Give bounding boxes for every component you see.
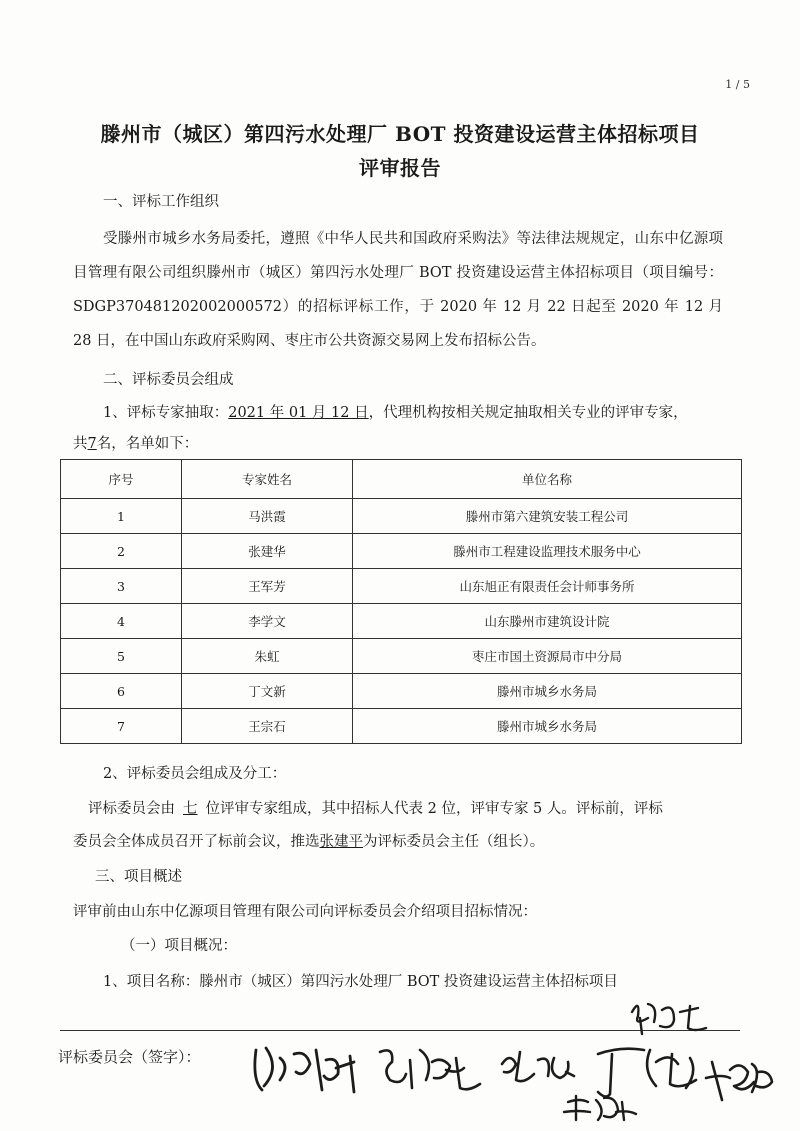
header-index: 序号	[61, 460, 182, 499]
signature-1	[255, 1048, 354, 1092]
row-organization: 滕州市城乡水务局	[353, 709, 742, 744]
expert-selection-date: 2021 年 01 月 12 日	[228, 405, 369, 421]
row-expert-name: 王宗石	[182, 709, 353, 744]
committee-heading: 2、评标委员会组成及分工：	[103, 766, 287, 782]
section-1-heading: 一、评标工作组织	[103, 194, 219, 210]
row-index: 6	[61, 674, 182, 709]
expert-count: 7	[87, 436, 97, 452]
committee-text-c: 委员会全体成员召开了标前会议，推选	[73, 834, 320, 850]
section-3-heading: 三、项目概述	[95, 869, 182, 885]
expert-count-prefix: 共	[73, 436, 88, 452]
row-organization: 滕州市城乡水务局	[353, 674, 742, 709]
signature-3	[502, 1052, 574, 1081]
expert-selection-prefix: 1、评标专家抽取：	[103, 405, 229, 421]
row-organization: 山东旭正有限责任会计师事务所	[353, 569, 742, 604]
row-index: 7	[61, 709, 182, 744]
row-organization: 山东滕州市建筑设计院	[353, 604, 742, 639]
section-2-heading: 二、评标委员会组成	[103, 372, 234, 388]
signature-zhu-hong	[632, 1004, 706, 1034]
document-title: 滕州市（城区）第四污水处理厂 BOT 投资建设运营主体招标项目	[100, 122, 700, 146]
signature-5	[706, 1062, 772, 1100]
row-expert-name: 丁文新	[182, 674, 353, 709]
document-subtitle: 评审报告	[359, 156, 441, 180]
section-3-intro: 评审前由山东中亿源项目管理有限公司向评标委员会介绍项目招标情况：	[73, 904, 537, 920]
row-expert-name: 马洪霞	[182, 499, 353, 534]
row-index: 5	[61, 639, 182, 674]
committee-text-a: 评标委员会由	[88, 801, 175, 817]
row-organization: 滕州市第六建筑安装工程公司	[353, 499, 742, 534]
signature-2	[380, 1050, 480, 1089]
signature-4	[598, 1049, 696, 1097]
page-number: 1 / 5	[725, 78, 750, 91]
row-expert-name: 王军芳	[182, 569, 353, 604]
committee-text-b: 位评审专家组成，其中招标人代表 2 位，评审专家 5 人。评标前，评标	[205, 801, 663, 817]
project-overview-heading: （一）项目概况：	[121, 938, 237, 954]
committee-member-count: 七	[183, 801, 198, 817]
header-name: 专家姓名	[182, 460, 353, 499]
expert-count-suffix: 名，名单如下：	[96, 436, 199, 452]
row-index: 1	[61, 499, 182, 534]
project-name-line: 1、项目名称：滕州市（城区）第四污水处理厂 BOT 投资建设运营主体招标项目	[103, 974, 618, 990]
committee-leader: 张建平	[319, 834, 363, 850]
row-expert-name: 朱虹	[182, 639, 353, 674]
section-1-paragraph: 受滕州市城乡水务局委托，遵照《中华人民共和国政府采购法》等法律法规规定，山东中亿源项目管理有限公司组织滕州市（城区）第四污水处理厂 BOT 投资建设运营主体招标项目（项目编号：SDGP370481202002000572）的招标评标工作，于 2020 年 12 月 22 日起至 2020 年 12 月 28 日，在中国山东政府采购网、枣庄市公共资源交易网上发布招标公告。	[73, 231, 723, 349]
row-organization: 滕州市工程建设监理技术服务中心	[353, 534, 742, 569]
signature-label: 评标委员会（签字）：	[58, 1048, 201, 1066]
expert-selection-suffix: ，代理机构按相关规定抽取相关专业的评审专家，	[368, 405, 688, 421]
row-organization: 枣庄市国土资源局市中分局	[353, 639, 742, 674]
signature-6	[564, 1096, 636, 1120]
row-index: 2	[61, 534, 182, 569]
committee-text-d: 为评标委员会主任（组长）。	[363, 834, 545, 850]
row-index: 4	[61, 604, 182, 639]
header-organization: 单位名称	[353, 460, 742, 499]
row-expert-name: 李学文	[182, 604, 353, 639]
row-expert-name: 张建华	[182, 534, 353, 569]
row-index: 3	[61, 569, 182, 604]
